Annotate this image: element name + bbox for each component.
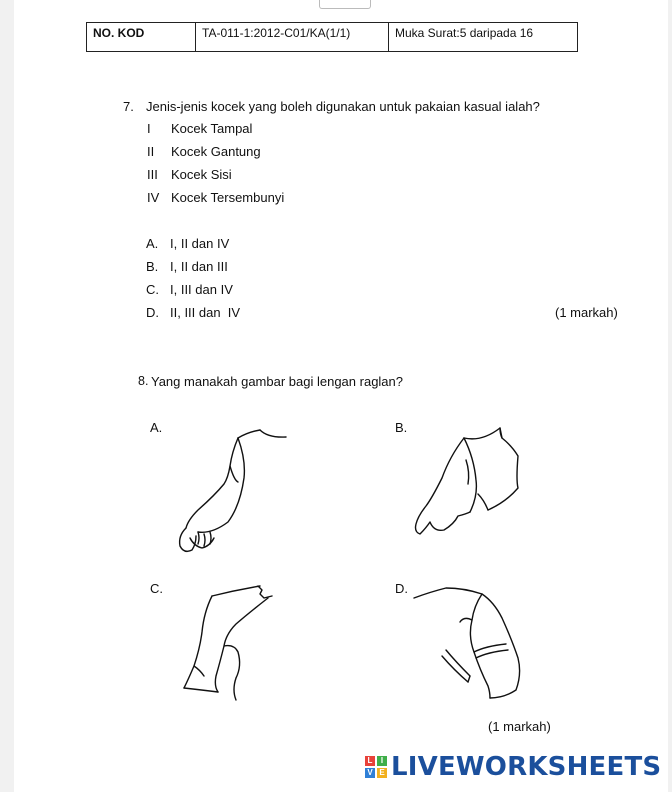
q8-option-d-label[interactable]: D. — [395, 581, 408, 596]
header-table — [86, 22, 578, 52]
q7-number: 7. — [123, 99, 134, 114]
logo-block: E — [377, 768, 387, 778]
q7-option-letter: C. — [146, 282, 159, 297]
q7-item-text: Kocek Tersembunyi — [171, 190, 285, 205]
logo-block: I — [377, 756, 387, 766]
q7-item-num: IV — [147, 190, 160, 205]
q7-option-letter: A. — [146, 236, 159, 251]
q7-item-text: Kocek Gantung — [171, 144, 261, 159]
page-info: Muka Surat:5 daripada 16 — [389, 23, 578, 52]
code-value: TA-011-1:2012-C01/KA(1/1) — [196, 23, 389, 52]
q7-option-a[interactable]: I, II dan IV — [170, 236, 230, 251]
q8-question: Yang manakah gambar bagi lengan raglan? — [151, 374, 403, 389]
q7-option-c[interactable]: I, III dan IV — [170, 282, 233, 297]
logo-block: V — [365, 768, 375, 778]
q7-option-b[interactable]: I, II dan III — [170, 259, 228, 274]
logo-block: L — [365, 756, 375, 766]
q7-item-num: I — [147, 121, 151, 136]
worksheet-page — [14, 0, 668, 792]
q7-option-d[interactable]: II, III dan IV — [170, 305, 241, 320]
q7-item-num: III — [147, 167, 158, 182]
q8-option-a-label[interactable]: A. — [150, 420, 163, 435]
sleeve-figure-b[interactable] — [408, 420, 523, 542]
q7-option-letter: D. — [146, 305, 159, 320]
q7-marks: (1 markah) — [555, 305, 618, 320]
sleeve-figure-c[interactable] — [180, 582, 280, 704]
sleeve-figure-a[interactable] — [168, 420, 293, 562]
q7-option-letter: B. — [146, 259, 159, 274]
brand-name: LIVEWORKSHEETS — [391, 752, 662, 782]
q8-number: 8. — [138, 374, 149, 388]
logo-blocks-icon — [365, 756, 387, 778]
q7-item-num: II — [147, 144, 155, 159]
code-label: NO. KOD — [87, 23, 196, 52]
q7-item-text: Kocek Tampal — [171, 121, 253, 136]
q8-option-c-label[interactable]: C. — [150, 581, 163, 596]
page-tab — [319, 0, 371, 9]
sleeve-figure-d[interactable] — [412, 582, 530, 704]
q8-marks: (1 markah) — [488, 719, 551, 734]
liveworksheets-logo[interactable] — [365, 752, 661, 782]
q7-question: Jenis-jenis kocek yang boleh digunakan untuk pakaian kasual ialah? — [146, 99, 540, 114]
q7-item-text: Kocek Sisi — [171, 167, 232, 182]
q8-option-b-label[interactable]: B. — [395, 420, 408, 435]
